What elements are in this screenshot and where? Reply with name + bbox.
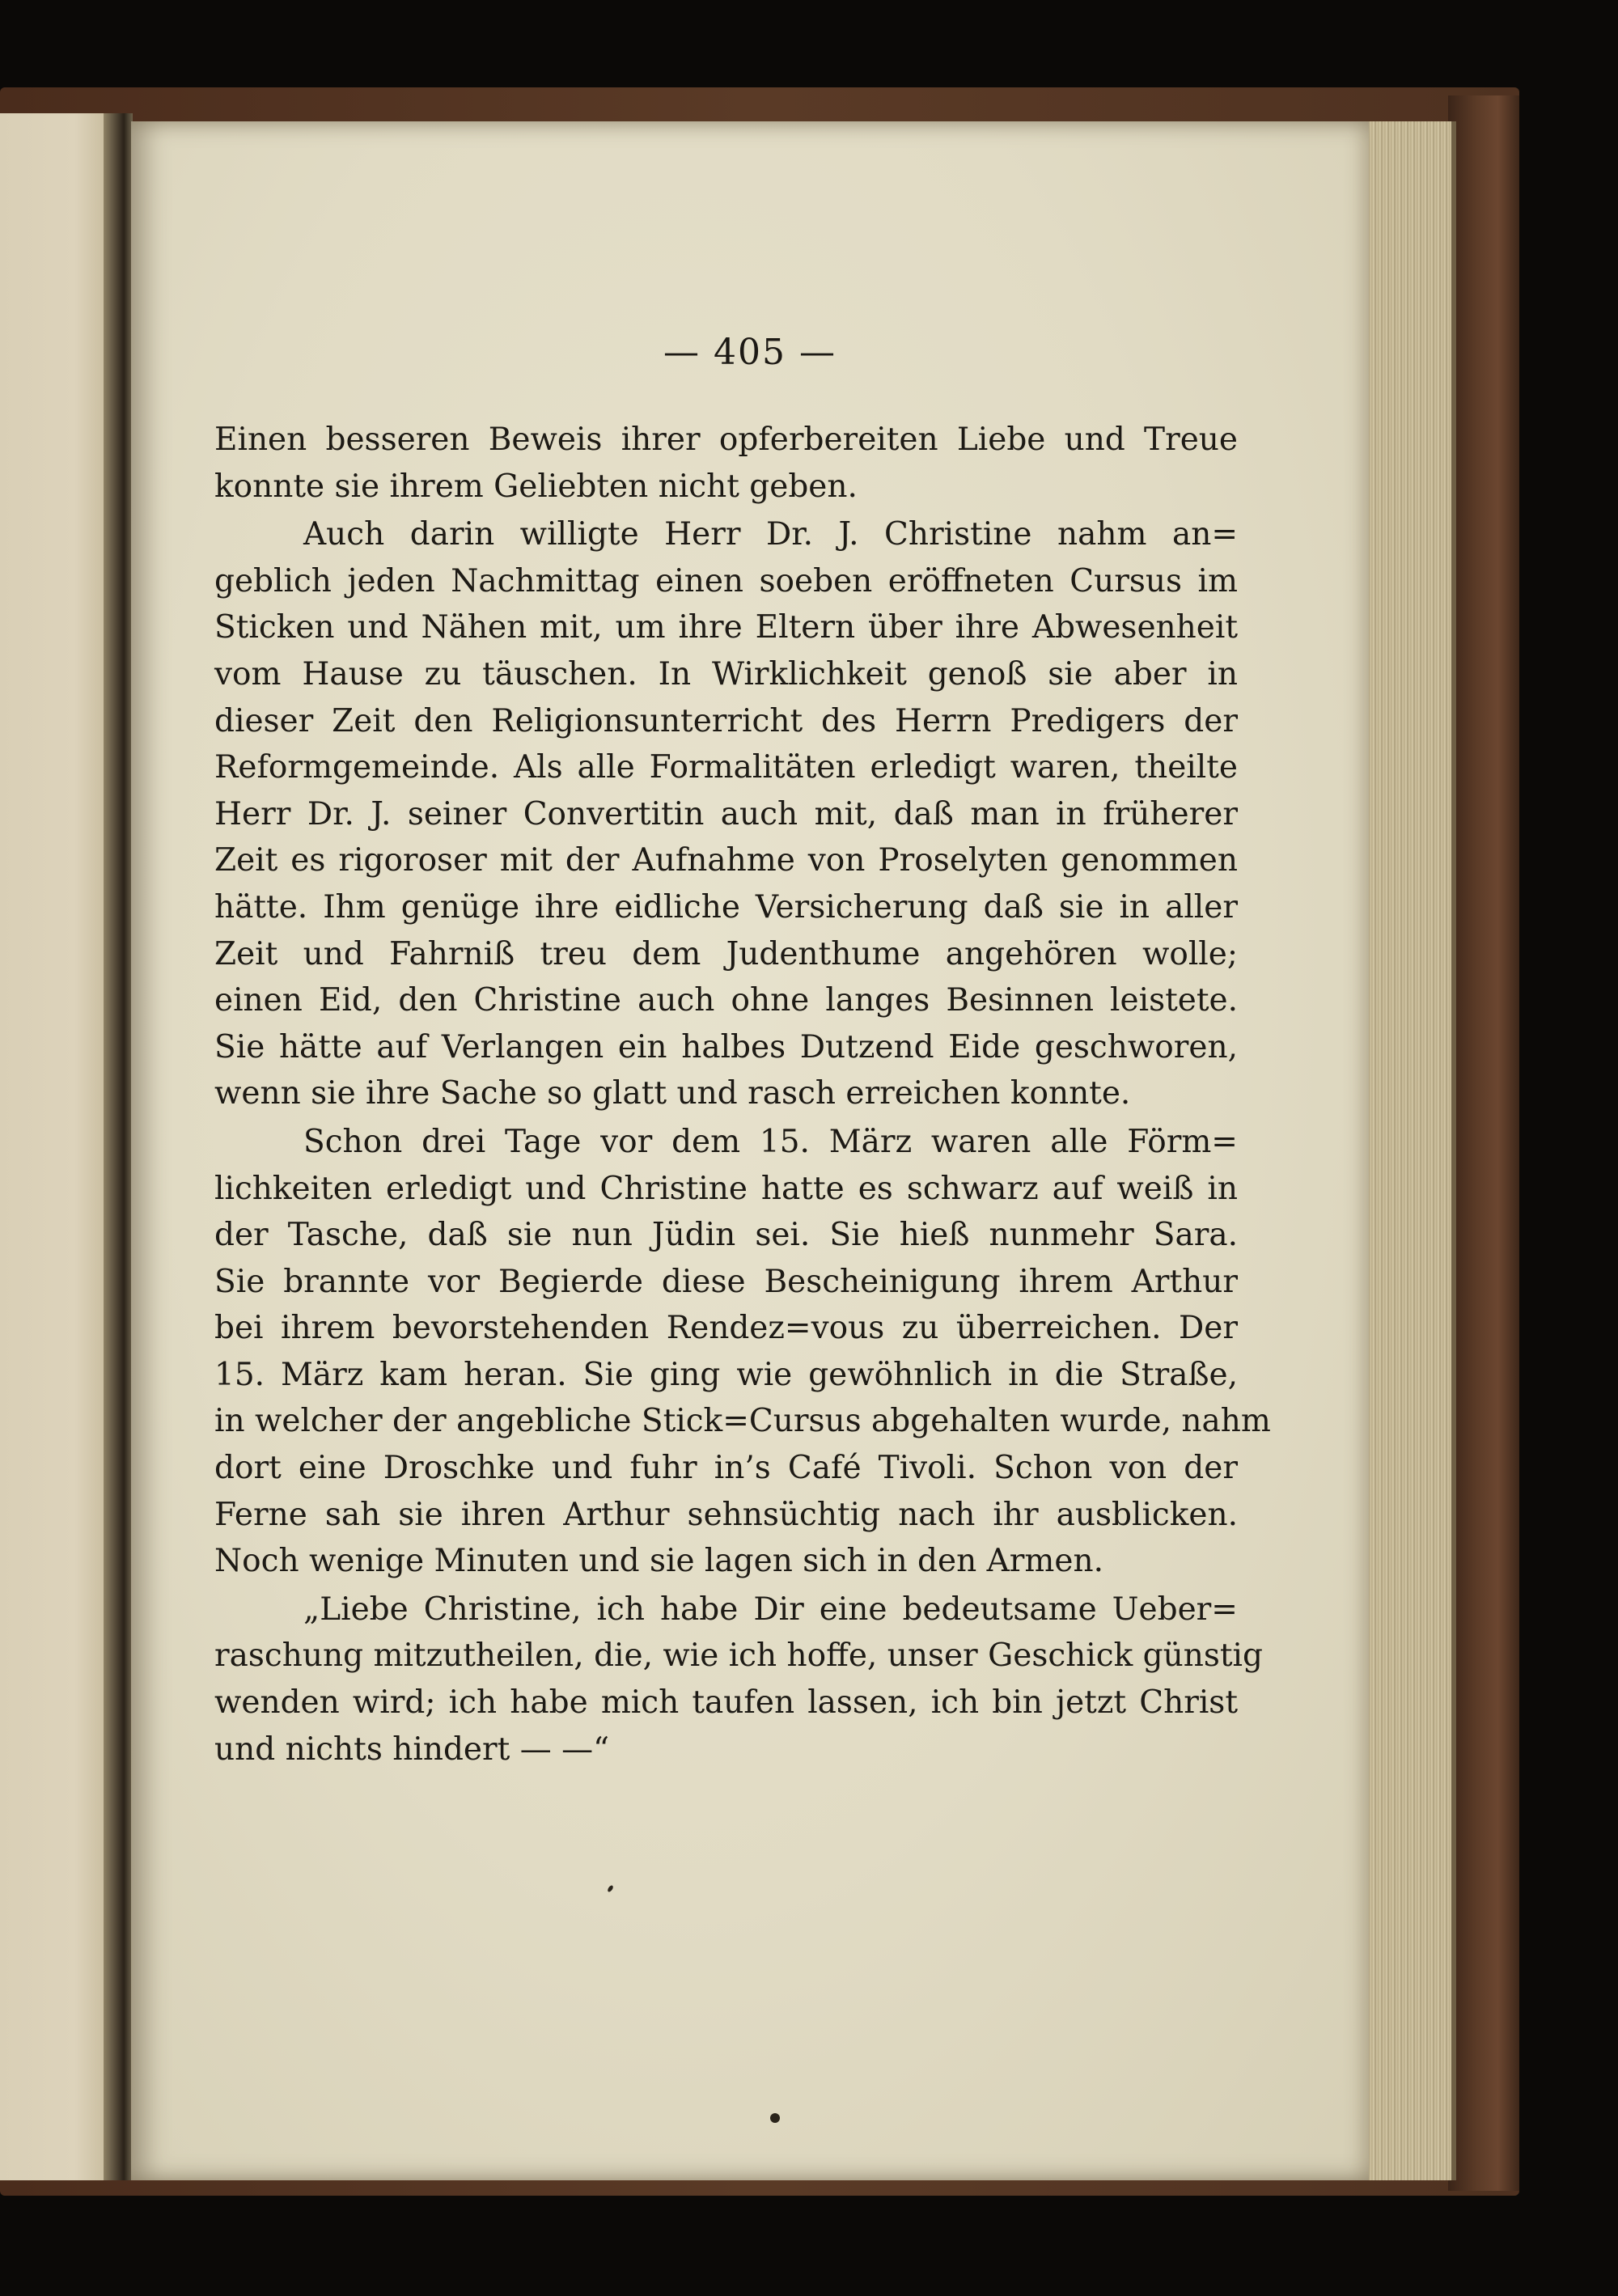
text-line: geblich jeden Nachmittag einen soeben eröffneten Cursus im — [214, 562, 1238, 599]
text-line: Reformgemeinde. Als alle Formalitäten erledigt waren, theilte — [214, 749, 1238, 786]
text-line: und nichts hindert — —“ — [214, 1730, 610, 1768]
text-line: konnte sie ihrem Geliebten nicht geben. — [214, 468, 858, 505]
text-line: Noch wenige Minuten und sie lagen sich in den Armen. — [214, 1543, 1103, 1580]
book-cover-edge — [1448, 95, 1519, 2191]
text-line: bei ihrem bevorstehenden Rendez=vous zu überreichen. Der — [214, 1310, 1238, 1347]
text-line: Einen besseren Beweis ihrer opferbereiten Liebe und Treue — [214, 421, 1238, 458]
book-gutter — [104, 113, 133, 2180]
page-edges-stack — [1364, 121, 1456, 2180]
right-page — [131, 121, 1369, 2180]
page-number: — 405 — — [663, 332, 837, 373]
text-line: dort eine Droschke und fuhr in’s Café Tivoli. Schon von der — [214, 1450, 1238, 1487]
text-line: wenden wird; ich habe mich taufen lassen, ich bin jetzt Christ — [214, 1684, 1238, 1722]
text-line: in welcher der angebliche Stick=Cursus abgehalten wurde, nahm — [214, 1403, 1271, 1440]
text-line: raschung mitzutheilen, die, wie ich hoffe, unser Geschick günstig — [214, 1637, 1263, 1675]
text-line: lichkeiten erledigt und Christine hatte es schwarz auf weiß in — [214, 1170, 1238, 1207]
text-line: Auch darin willigte Herr Dr. J. Christine nahm an= — [303, 516, 1238, 553]
text-line: hätte. Ihm genüge ihre eidliche Versicherung daß sie in aller — [214, 888, 1238, 926]
text-line: einen Eid, den Christine auch ohne langes Besinnen leistete. — [214, 982, 1238, 1019]
text-line: Ferne sah sie ihren Arthur sehnsüchtig nach ihr ausblicken. — [214, 1496, 1238, 1533]
text-line: Sie brannte vor Begierde diese Bescheinigung ihrem Arthur — [214, 1263, 1238, 1300]
text-line: Zeit es rigoroser mit der Aufnahme von Proselyten genommen — [214, 842, 1238, 879]
ink-speck — [770, 2113, 780, 2123]
text-line: 15. März kam heran. Sie ging wie gewöhnlich in die Straße, — [214, 1356, 1238, 1393]
text-line: Sie hätte auf Verlangen ein halbes Dutzend Eide geschworen, — [214, 1028, 1238, 1065]
ink-speck — [607, 1884, 614, 1892]
text-line: Sticken und Nähen mit, um ihre Eltern über ihre Abwesenheit — [214, 609, 1238, 646]
text-line: Schon drei Tage vor dem 15. März waren alle Förm= — [303, 1123, 1238, 1160]
page-text — [214, 417, 1271, 1773]
text-line: Zeit und Fahrniß treu dem Judenthume angehören wolle; — [214, 935, 1238, 972]
text-line: „Liebe Christine, ich habe Dir eine bedeutsame Ueber= — [303, 1591, 1238, 1628]
text-line: vom Hause zu täuschen. In Wirklichkeit genoß sie aber in — [214, 655, 1238, 693]
text-line: Herr Dr. J. seiner Convertitin auch mit, daß man in früherer — [214, 795, 1238, 832]
left-page-edge — [0, 113, 107, 2180]
text-line: wenn sie ihre Sache so glatt und rasch erreichen konnte. — [214, 1075, 1131, 1112]
text-line: dieser Zeit den Religionsunterricht des Herrn Predigers der — [214, 702, 1238, 739]
text-line: der Tasche, daß sie nun Jüdin sei. Sie hieß nunmehr Sara. — [214, 1217, 1238, 1254]
